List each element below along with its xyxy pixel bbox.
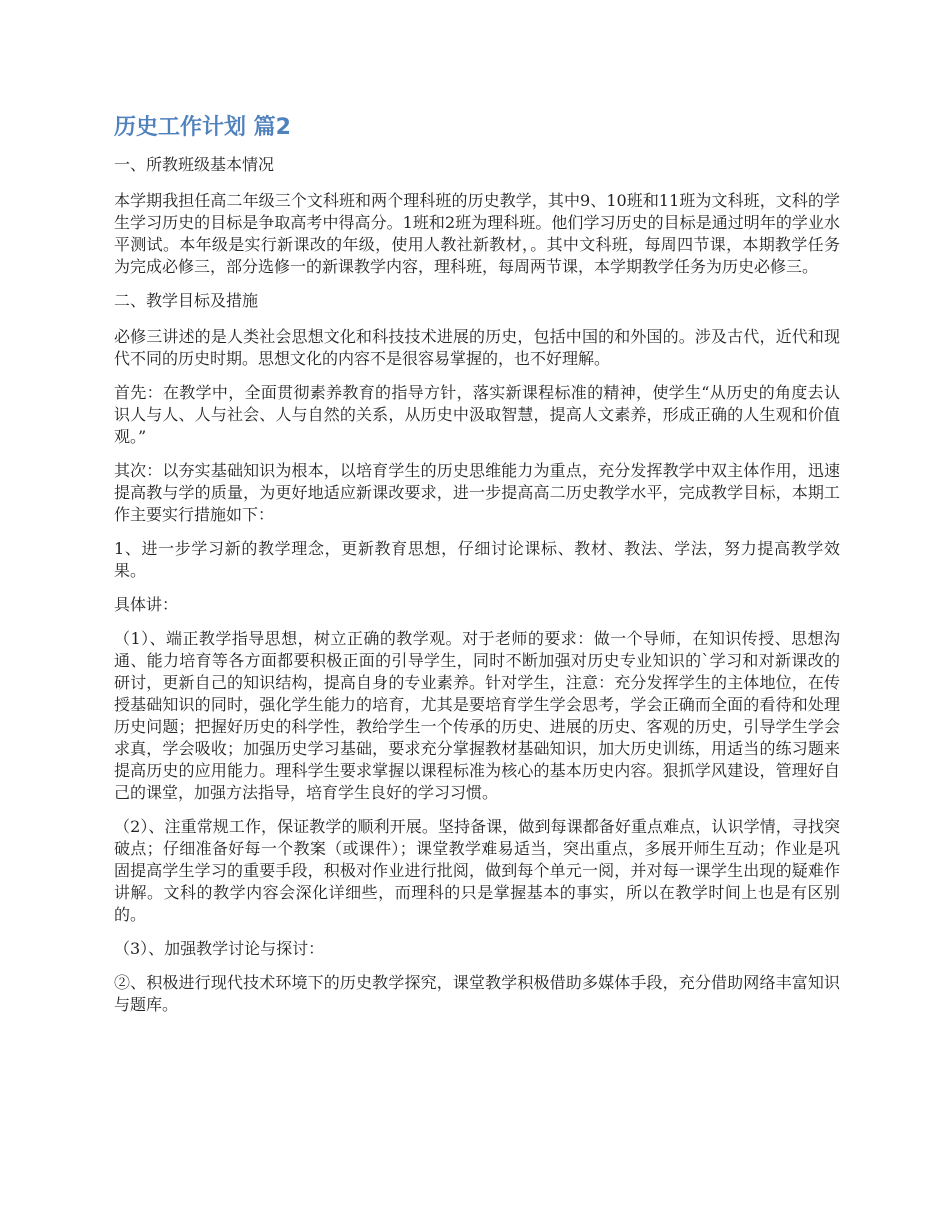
section-heading-goals: 二、教学目标及措施 bbox=[114, 291, 259, 310]
paragraph-measure-1: 1、进一步学习新的教学理念，更新教育思想，仔细讨论课标、教材、教法、学法，努力提高教学效果。 bbox=[114, 539, 840, 580]
section-heading-class-info: 一、所教班级基本情况 bbox=[114, 155, 275, 174]
paragraph-item-2: （2）、注重常规工作，保证教学的顺利开展。坚持备课，做到每课都备好重点难点，认识学情，寻找突破点；仔细准备好每一个教案（或课件）；课堂教学难易适当，突出重点，多展开师生互动；作业是巩固提高学生学习的重要手段，积极对作业进行批阅，做到每个单元一阅，并对每一课学生出现的疑难作讲解。文科的教学内容会深化详细些，而理科的只是掌握基本的事实，所以在教学时间上也是有区别的。 bbox=[114, 817, 840, 924]
document-page bbox=[114, 112, 840, 1028]
paragraph-second: 其次：以夯实基础知识为根本，以培育学生的历史思维能力为重点，充分发挥教学中双主体作用，迅速提高教与学的质量，为更好地适应新课改要求，进一步提高高二历史教学水平，完成教学目标，本期工作主要实行措施如下： bbox=[114, 461, 840, 524]
paragraph-first: 首先：在教学中，全面贯彻素养教育的指导方针，落实新课程标准的精神，使学生“从历史的角度去认识人与人、人与社会、人与自然的关系，从历史中汲取智慧，提高人文素养，形成正确的人生观和价值观。” bbox=[114, 383, 840, 446]
paragraph-specifics: 具体讲： bbox=[114, 595, 179, 614]
paragraph-item-3: （3）、加强教学讨论与探讨： bbox=[114, 939, 325, 958]
paragraph-required-three: 必修三讲述的是人类社会思想文化和科技技术进展的历史，包括中国的和外国的。涉及古代，近代和现代不同的历史时期。思想文化的内容不是很容易掌握的，也不好理解。 bbox=[114, 327, 840, 368]
paragraph-item-3-2: ②、积极进行现代技术环境下的历史教学探究，课堂教学积极借助多媒体手段，充分借助网络丰富知识与题库。 bbox=[114, 973, 840, 1014]
paragraph-item-1: （1）、端正教学指导思想，树立正确的教学观。对于老师的要求：做一个导师，在知识传授、思想沟通、能力培育等各方面都要积极正面的引导学生，同时不断加强对历史专业知识的`学习和对新课改的研讨，更新自己的知识结构，提高自身的专业素养。针对学生，注意：充分发挥学生的主体地位，在传授基础知识的同时，强化学生能力的培育，尤其是要培育学生学会思考，学会正确而全面的看待和处理历史问题；把握好历史的科学性，教给学生一个传承的历史、进展的历史、客观的历史，引导学生学会求真，学会吸收；加强历史学习基础，要求充分掌握教材基础知识，加大历史训练，用适当的练习题来提高历史的应用能力。理科学生要求掌握以课程标准为核心的基本历史内容。狠抓学风建设，管理好自己的课堂，加强方法指导，培育学生良好的学习习惯。 bbox=[114, 629, 840, 802]
document-title: 历史工作计划 篇2 bbox=[114, 115, 291, 140]
paragraph-class-info: 本学期我担任高二年级三个文科班和两个理科班的历史教学，其中9、10班和11班为文科班，文科的学生学习历史的目标是争取高考中得高分。1班和2班为理科班。他们学习历史的目标是通过明年的学业水平测试。本年级是实行新课改的年级，使用人教社新教材，。其中文科班，每周四节课，本期教学任务为完成必修三，部分选修一的新课教学内容，理科班，每周两节课，本学期教学任务为历史必修三。 bbox=[114, 191, 840, 276]
